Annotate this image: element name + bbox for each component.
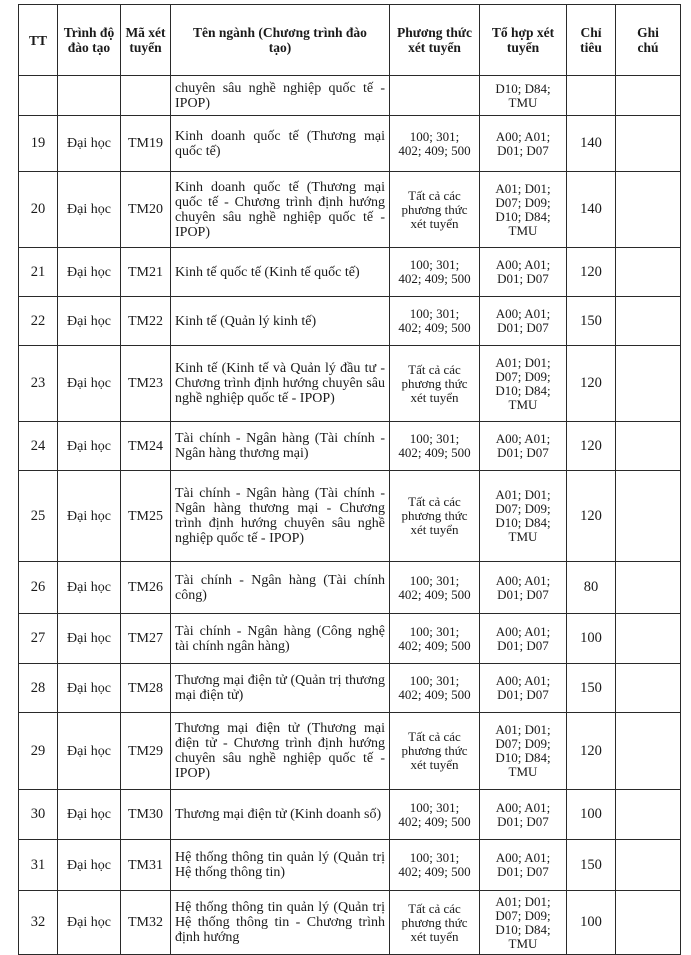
cell-method: Tất cả các phương thức xét tuyển — [390, 471, 480, 562]
cell-level: Đại học — [58, 614, 121, 664]
cell-quota: 120 — [567, 346, 616, 422]
table-row — [19, 790, 681, 840]
cell-note — [616, 422, 681, 471]
header-code: Mã xét tuyển — [121, 5, 171, 76]
cell-name: Tài chính - Ngân hàng (Tài chính công) — [171, 562, 390, 614]
cell-tt: 26 — [19, 562, 58, 614]
cell-tt: 25 — [19, 471, 58, 562]
cell-name: Tài chính - Ngân hàng (Tài chính - Ngân hàng thương mại - Chương trình định hướng chuyên sâu nghề nghiệp quốc tế - IPOP) — [171, 471, 390, 562]
header-combo: Tổ hợp xét tuyển — [480, 5, 567, 76]
cell-tt: 24 — [19, 422, 58, 471]
cell-note — [616, 790, 681, 840]
cell-level: Đại học — [58, 422, 121, 471]
table-row — [19, 840, 681, 891]
cell-note — [616, 471, 681, 562]
header-tt: TT — [19, 5, 58, 76]
cell-code: TM19 — [121, 116, 171, 172]
table-row — [19, 562, 681, 614]
cell-note — [616, 614, 681, 664]
cell-tt: 27 — [19, 614, 58, 664]
cell-quota: 140 — [567, 172, 616, 248]
cell-code: TM23 — [121, 346, 171, 422]
cell-code: TM20 — [121, 172, 171, 248]
table-row — [19, 116, 681, 172]
cell-level — [58, 76, 121, 116]
cell-method: 100; 301; 402; 409; 500 — [390, 248, 480, 297]
cell-tt: 23 — [19, 346, 58, 422]
cell-code: TM29 — [121, 713, 171, 790]
cell-combo: A00; A01; D01; D07 — [480, 664, 567, 713]
cell-name: Thương mại điện tử (Kinh doanh số) — [171, 790, 390, 840]
cell-name: Kinh doanh quốc tế (Thương mại quốc tế) — [171, 116, 390, 172]
cell-combo: A00; A01; D01; D07 — [480, 248, 567, 297]
cell-quota: 140 — [567, 116, 616, 172]
cell-quota: 150 — [567, 664, 616, 713]
cell-tt: 22 — [19, 297, 58, 346]
cell-code: TM21 — [121, 248, 171, 297]
cell-code: TM27 — [121, 614, 171, 664]
table-row — [19, 346, 681, 422]
cell-combo: A00; A01; D01; D07 — [480, 840, 567, 891]
cell-tt: 30 — [19, 790, 58, 840]
cell-combo: A00; A01; D01; D07 — [480, 562, 567, 614]
cell-tt: 19 — [19, 116, 58, 172]
cell-level: Đại học — [58, 713, 121, 790]
cell-quota: 100 — [567, 891, 616, 955]
cell-level: Đại học — [58, 116, 121, 172]
table-row — [19, 172, 681, 248]
table-row — [19, 297, 681, 346]
cell-code: TM28 — [121, 664, 171, 713]
cell-name: Kinh tế (Kinh tế và Quản lý đầu tư - Chương trình định hướng chuyên sâu nghề nghiệp quốc tế - IPOP) — [171, 346, 390, 422]
cell-note — [616, 248, 681, 297]
table-row — [19, 614, 681, 664]
cell-combo: A01; D01; D07; D09; D10; D84; TMU — [480, 471, 567, 562]
cell-method: 100; 301; 402; 409; 500 — [390, 664, 480, 713]
cell-level: Đại học — [58, 297, 121, 346]
cell-method: Tất cả các phương thức xét tuyển — [390, 891, 480, 955]
table-row — [19, 76, 681, 116]
cell-quota: 100 — [567, 614, 616, 664]
cell-combo: A00; A01; D01; D07 — [480, 422, 567, 471]
cell-quota: 120 — [567, 422, 616, 471]
cell-method: Tất cả các phương thức xét tuyển — [390, 713, 480, 790]
cell-method — [390, 76, 480, 116]
cell-method: 100; 301; 402; 409; 500 — [390, 790, 480, 840]
cell-tt: 21 — [19, 248, 58, 297]
cell-quota: 100 — [567, 790, 616, 840]
cell-name: Kinh tế (Quản lý kinh tế) — [171, 297, 390, 346]
table-row — [19, 713, 681, 790]
table-row — [19, 248, 681, 297]
cell-level: Đại học — [58, 248, 121, 297]
cell-code: TM24 — [121, 422, 171, 471]
cell-name: Tài chính - Ngân hàng (Công nghệ tài chính ngân hàng) — [171, 614, 390, 664]
cell-combo: D10; D84; TMU — [480, 76, 567, 116]
cell-quota: 150 — [567, 297, 616, 346]
cell-method: 100; 301; 402; 409; 500 — [390, 297, 480, 346]
header-name: Tên ngành (Chương trình đào tạo) — [171, 5, 390, 76]
cell-code: TM22 — [121, 297, 171, 346]
cell-method: Tất cả các phương thức xét tuyển — [390, 346, 480, 422]
cell-combo: A01; D01; D07; D09; D10; D84; TMU — [480, 346, 567, 422]
cell-name: Tài chính - Ngân hàng (Tài chính - Ngân hàng thương mại) — [171, 422, 390, 471]
cell-method: 100; 301; 402; 409; 500 — [390, 422, 480, 471]
cell-tt: 32 — [19, 891, 58, 955]
cell-name: Hệ thống thông tin quản lý (Quản trị Hệ thống thông tin - Chương trình định hướng — [171, 891, 390, 955]
table-row — [19, 891, 681, 955]
cell-note — [616, 664, 681, 713]
cell-tt: 20 — [19, 172, 58, 248]
table-row — [19, 471, 681, 562]
cell-quota — [567, 76, 616, 116]
cell-note — [616, 840, 681, 891]
cell-level: Đại học — [58, 891, 121, 955]
cell-level: Đại học — [58, 346, 121, 422]
cell-method: Tất cả các phương thức xét tuyển — [390, 172, 480, 248]
cell-code: TM30 — [121, 790, 171, 840]
cell-quota: 120 — [567, 248, 616, 297]
cell-level: Đại học — [58, 840, 121, 891]
cell-name: Thương mại điện tử (Thương mại điện tử - Chương trình định hướng chuyên sâu nghề nghiệp quốc tế - IPOP) — [171, 713, 390, 790]
cell-combo: A00; A01; D01; D07 — [480, 297, 567, 346]
cell-combo: A01; D01; D07; D09; D10; D84; TMU — [480, 891, 567, 955]
cell-name: Hệ thống thông tin quản lý (Quản trị Hệ thống thông tin) — [171, 840, 390, 891]
cell-level: Đại học — [58, 664, 121, 713]
cell-quota: 80 — [567, 562, 616, 614]
table-row — [19, 664, 681, 713]
cell-combo: A00; A01; D01; D07 — [480, 614, 567, 664]
cell-combo: A01; D01; D07; D09; D10; D84; TMU — [480, 713, 567, 790]
cell-code: TM32 — [121, 891, 171, 955]
admissions-table — [18, 4, 681, 955]
cell-tt — [19, 76, 58, 116]
cell-combo: A01; D01; D07; D09; D10; D84; TMU — [480, 172, 567, 248]
header-row — [19, 5, 681, 76]
cell-combo: A00; A01; D01; D07 — [480, 790, 567, 840]
cell-name: Thương mại điện tử (Quản trị thương mại điện tử) — [171, 664, 390, 713]
cell-code: TM31 — [121, 840, 171, 891]
cell-note — [616, 76, 681, 116]
cell-note — [616, 297, 681, 346]
cell-note — [616, 891, 681, 955]
cell-note — [616, 116, 681, 172]
header-level: Trình độ đào tạo — [58, 5, 121, 76]
cell-level: Đại học — [58, 471, 121, 562]
cell-tt: 29 — [19, 713, 58, 790]
cell-tt: 28 — [19, 664, 58, 713]
cell-combo: A00; A01; D01; D07 — [480, 116, 567, 172]
cell-code: TM26 — [121, 562, 171, 614]
table-row — [19, 422, 681, 471]
cell-note — [616, 346, 681, 422]
cell-name: Kinh doanh quốc tế (Thương mại quốc tế - Chương trình định hướng chuyên sâu nghề nghiệp quốc tế - IPOP) — [171, 172, 390, 248]
header-note: Ghi chú — [616, 5, 681, 76]
cell-tt: 31 — [19, 840, 58, 891]
cell-code — [121, 76, 171, 116]
admissions-table-page — [18, 4, 680, 955]
cell-level: Đại học — [58, 790, 121, 840]
cell-level: Đại học — [58, 172, 121, 248]
header-method: Phương thức xét tuyển — [390, 5, 480, 76]
cell-method: 100; 301; 402; 409; 500 — [390, 116, 480, 172]
cell-method: 100; 301; 402; 409; 500 — [390, 562, 480, 614]
cell-name: Kinh tế quốc tế (Kinh tế quốc tế) — [171, 248, 390, 297]
header-quota: Chỉ tiêu — [567, 5, 616, 76]
cell-code: TM25 — [121, 471, 171, 562]
cell-note — [616, 713, 681, 790]
cell-method: 100; 301; 402; 409; 500 — [390, 840, 480, 891]
cell-note — [616, 562, 681, 614]
cell-name: chuyên sâu nghề nghiệp quốc tế - IPOP) — [171, 76, 390, 116]
cell-quota: 120 — [567, 471, 616, 562]
cell-quota: 150 — [567, 840, 616, 891]
cell-level: Đại học — [58, 562, 121, 614]
cell-quota: 120 — [567, 713, 616, 790]
cell-note — [616, 172, 681, 248]
cell-method: 100; 301; 402; 409; 500 — [390, 614, 480, 664]
